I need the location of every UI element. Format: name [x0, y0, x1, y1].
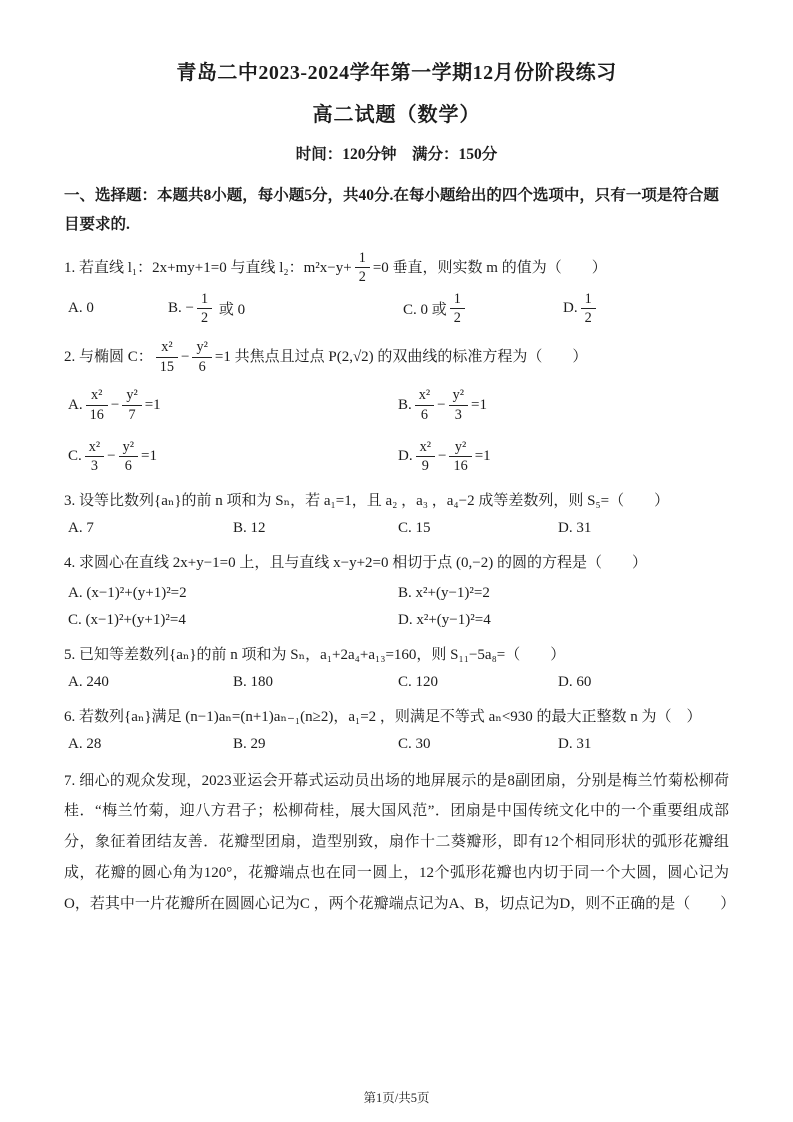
fraction	[85, 439, 104, 475]
question-2	[64, 339, 729, 474]
question-2-options	[64, 387, 729, 475]
option-b	[168, 291, 403, 327]
fraction-numerator: 1	[197, 291, 212, 309]
fraction-denominator: 2	[200, 310, 209, 326]
minus-operator: −	[438, 448, 447, 465]
option-d	[558, 736, 729, 753]
time-score-line: 时间：120分钟 满分：150分	[295, 146, 498, 163]
option-b-tail: 或 0	[215, 302, 246, 318]
equals-one: =1	[144, 396, 161, 413]
option-d-label: D.	[398, 448, 413, 465]
question-3-text: 3. 设等比数列{aₙ}的前 n 项和为 Sₙ，若 a₁=1，且 a₂ ，a₃ ，a₄−2 成等差数列，则 S₅=（ ）	[64, 492, 670, 509]
question-1	[64, 250, 729, 327]
fraction-numerator: y²	[449, 439, 471, 457]
question-4-options	[64, 585, 729, 629]
question-5-options	[64, 674, 729, 691]
fraction-numerator: 1	[450, 291, 465, 309]
option-d	[398, 612, 729, 629]
fraction	[416, 439, 435, 475]
fraction-numerator: 1	[581, 291, 596, 309]
question-1-options	[64, 291, 729, 327]
fraction	[122, 387, 141, 423]
question-6-text: 6. 若数列{aₙ}满足 (n−1)aₙ=(n+1)aₙ₋₁(n≥2)，a₁=2 ，则满足不等式 aₙ<930 的最大正整数 n 为（ ）	[64, 708, 702, 725]
fraction	[192, 339, 211, 375]
minus-operator: −	[107, 448, 116, 465]
fraction-denominator: 6	[420, 406, 429, 423]
option-a	[68, 736, 233, 753]
option-b	[398, 387, 729, 423]
fraction	[119, 439, 138, 475]
question-3	[64, 488, 729, 537]
option-d-label: D. x²+(y−1)²=4	[398, 611, 491, 628]
question-6-stem	[64, 704, 729, 731]
fraction	[156, 339, 178, 375]
fraction-denominator: 6	[124, 458, 132, 475]
option-d-label: D.	[563, 300, 578, 316]
question-6-options	[64, 736, 729, 753]
fraction-denominator: 3	[454, 406, 462, 423]
option-b	[233, 736, 398, 753]
equals-one: =1	[471, 396, 488, 413]
option-a	[68, 674, 233, 691]
question-4	[64, 550, 729, 629]
option-d-label: D. 60	[558, 673, 592, 690]
question-3-options	[64, 520, 729, 537]
exam-subtitle: 高二试题（数学）	[312, 104, 481, 126]
fraction	[86, 387, 108, 423]
exam-title: 青岛二中2023-2024学年第一学期12月份阶段练习	[176, 62, 617, 84]
fraction-denominator: 6	[198, 358, 206, 375]
option-a-label: A. 7	[68, 519, 94, 536]
option-b-label: B. 12	[233, 519, 266, 536]
option-b	[233, 674, 398, 691]
fraction-numerator: y²	[449, 387, 468, 405]
fraction	[415, 387, 434, 423]
option-a-label: A. 0	[68, 300, 94, 316]
equals-one: =1	[474, 448, 491, 465]
fraction-denominator: 3	[90, 458, 99, 475]
question-4-text: 4. 求圆心在直线 2x+y−1=0 上，且与直线 x−y+2=0 相切于点 (0,−2) 的圆的方程是（ ）	[64, 554, 647, 571]
fraction	[581, 291, 596, 327]
question-3-stem	[64, 488, 729, 515]
question-1-text: 1. 若直线 l₁：2x+my+1=0 与直线 l₂：m²x−y+	[64, 259, 352, 276]
fraction-numerator: y²	[192, 339, 211, 357]
option-b	[398, 585, 729, 602]
question-2-text: 2. 与椭圆 C：	[64, 349, 153, 365]
question-5	[64, 642, 729, 691]
question-5-stem	[64, 642, 729, 669]
fraction-denominator: 16	[453, 458, 468, 475]
option-c-label: C. (x−1)²+(y+1)²=4	[68, 611, 186, 628]
fraction	[450, 291, 465, 327]
question-6	[64, 704, 729, 753]
fraction-numerator: x²	[416, 439, 435, 457]
fraction	[449, 387, 468, 423]
fraction-numerator: x²	[156, 339, 178, 357]
option-b	[233, 520, 398, 537]
option-a-label: A. (x−1)²+(y+1)²=2	[68, 584, 187, 601]
fraction-denominator: 2	[453, 310, 461, 326]
option-c-label: C.	[68, 448, 82, 465]
option-c	[68, 439, 398, 475]
option-c-label: C. 30	[398, 735, 431, 752]
option-b-label: B. 29	[233, 735, 266, 752]
option-c-label: C. 0 或	[403, 302, 447, 318]
option-c	[398, 674, 558, 691]
fraction	[355, 250, 370, 286]
option-d	[558, 674, 729, 691]
section-choice-header: 一、选择题：本题共8小题，每小题5分，共40分.在每小题给出的四个选项中，只有一项是符合题目要求的.	[64, 187, 719, 234]
question-7-stem: 7. 细心的观众发现，2023亚运会开幕式运动员出场的地屏展示的是8副团扇，分别是梅兰竹菊松柳荷桂．“梅兰竹菊，迎八方君子；松柳荷桂，展大国风范”．团扇是中国传统文化中的一个重要组成部分，象征着团结友善．花瓣型团扇，造型别致，扇作十二葵瓣形，即有12个相同形状的弧形花瓣组成，花瓣的圆心角为120°，花瓣端点也在同一圆上，12个弧形花瓣也内切于同一个大圆，圆心记为O，若其中一片花瓣所在圆圆心记为C ，两个花瓣端点记为A、B，切点记为D，则不正确的是（ ）	[64, 772, 736, 912]
fraction-numerator: x²	[86, 387, 108, 405]
fraction-numerator: x²	[415, 387, 434, 405]
option-c-label: C. 15	[398, 519, 431, 536]
option-a	[68, 387, 398, 423]
fraction-numerator: y²	[119, 439, 138, 457]
option-b-label: B. −	[168, 300, 194, 316]
minus-operator: −	[181, 349, 190, 365]
option-c-label: C. 120	[398, 673, 439, 690]
fraction	[449, 439, 471, 475]
page-number: 第1页/共5页	[363, 1091, 430, 1105]
question-1-text: =0 垂直，则实数 m 的值为（ ）	[372, 259, 607, 276]
option-d-label: D. 31	[558, 735, 592, 752]
option-c	[403, 291, 563, 327]
question-2-text: =1 共焦点且过点 P(2,√2) 的双曲线的标准方程为（ ）	[214, 349, 588, 365]
option-a	[68, 585, 398, 602]
fraction-denominator: 16	[89, 406, 104, 423]
fraction-denominator: 9	[421, 458, 429, 475]
option-a-label: A.	[68, 396, 83, 413]
fraction-numerator: 1	[355, 250, 370, 268]
option-b-label: B. 180	[233, 673, 274, 690]
option-d	[563, 291, 729, 327]
option-c	[398, 736, 558, 753]
option-c	[398, 520, 558, 537]
option-d	[398, 439, 729, 475]
option-b-label: B.	[398, 396, 412, 413]
fraction-numerator: y²	[122, 387, 141, 405]
option-a-label: A. 240	[68, 673, 109, 690]
question-5-text: 5. 已知等差数列{aₙ}的前 n 项和为 Sₙ，a₁+2a₄+a₁₃=160，则 S₁₁−5a₈=（ ）	[64, 646, 566, 663]
fraction-denominator: 2	[584, 310, 592, 326]
question-2-stem	[64, 339, 729, 375]
question-4-stem	[64, 550, 729, 577]
option-a	[68, 520, 233, 537]
fraction-numerator: x²	[85, 439, 104, 457]
fraction	[197, 291, 212, 327]
fraction-denominator: 2	[358, 269, 366, 286]
question-7	[64, 766, 736, 920]
equals-one: =1	[141, 448, 158, 465]
fraction-denominator: 7	[128, 406, 136, 423]
minus-operator: −	[437, 396, 446, 413]
fraction-denominator: 15	[159, 358, 175, 375]
option-a	[68, 300, 168, 317]
option-a-label: A. 28	[68, 735, 102, 752]
option-b-label: B. x²+(y−1)²=2	[398, 584, 490, 601]
option-c	[68, 612, 398, 629]
minus-operator: −	[110, 396, 120, 413]
question-1-stem	[64, 250, 729, 286]
option-d-label: D. 31	[558, 519, 592, 536]
option-d	[558, 520, 729, 537]
